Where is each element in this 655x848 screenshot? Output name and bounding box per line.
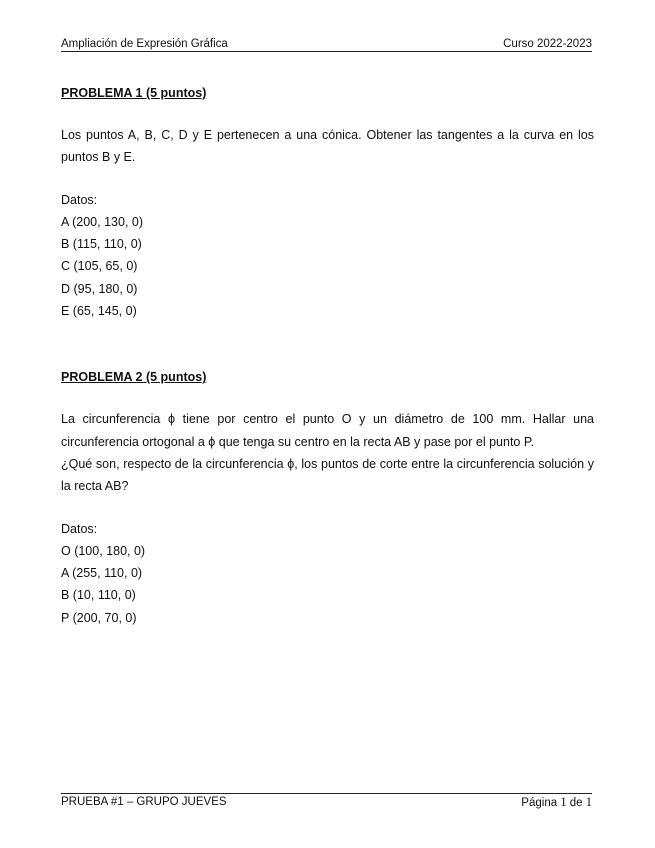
exam-group: PRUEBA #1 – GRUPO JUEVES bbox=[61, 796, 227, 808]
course-name: Ampliación de Expresión Gráfica bbox=[61, 38, 228, 50]
current-page: 1 bbox=[560, 795, 567, 809]
page-of: de bbox=[566, 797, 586, 809]
problem-2-statement: La circunferencia ϕ tiene por centro el punto O y un diámetro de 100 mm. Hallar una circunferencia ortogonal a ϕ que tenga su centro en la recta AB y pase por el punto P. bbox=[61, 412, 594, 449]
data-point: O (100, 180, 0) bbox=[61, 543, 146, 558]
data-point: A (200, 130, 0) bbox=[61, 214, 144, 229]
data-point: B (115, 110, 0) bbox=[61, 237, 142, 252]
problem-1-data-list bbox=[61, 211, 594, 322]
page-prefix: Página bbox=[521, 797, 561, 809]
problem-1-data-label: Datos: bbox=[61, 192, 98, 207]
document-body bbox=[61, 82, 594, 629]
page-footer bbox=[61, 793, 592, 809]
problem-2-data-label: Datos: bbox=[61, 521, 98, 536]
problem-1 bbox=[61, 82, 594, 322]
data-point: P (200, 70, 0) bbox=[61, 610, 137, 625]
total-pages: 1 bbox=[585, 795, 592, 809]
problem-1-statement: Los puntos A, B, C, D y E pertenecen a una cónica. Obtener las tangentes a la curva en los puntos B y E. bbox=[61, 128, 594, 165]
data-point: D (95, 180, 0) bbox=[61, 281, 138, 296]
page-number bbox=[521, 796, 592, 810]
data-point: A (255, 110, 0) bbox=[61, 566, 143, 581]
academic-year: Curso 2022-2023 bbox=[503, 38, 592, 50]
problem-2-question: ¿Qué son, respecto de la circunferencia ϕ, los puntos de corte entre la circunferencia solución y la recta AB? bbox=[61, 456, 594, 494]
problem-1-title: PROBLEMA 1 (5 puntos) bbox=[61, 86, 207, 100]
data-point: C (105, 65, 0) bbox=[61, 259, 138, 274]
data-point: B (10, 110, 0) bbox=[61, 588, 136, 603]
problem-2-title: PROBLEMA 2 (5 puntos) bbox=[61, 370, 207, 385]
data-point: E (65, 145, 0) bbox=[61, 304, 137, 319]
page-header bbox=[61, 38, 592, 52]
problem-2 bbox=[61, 366, 594, 629]
problem-2-data-list bbox=[61, 540, 594, 629]
